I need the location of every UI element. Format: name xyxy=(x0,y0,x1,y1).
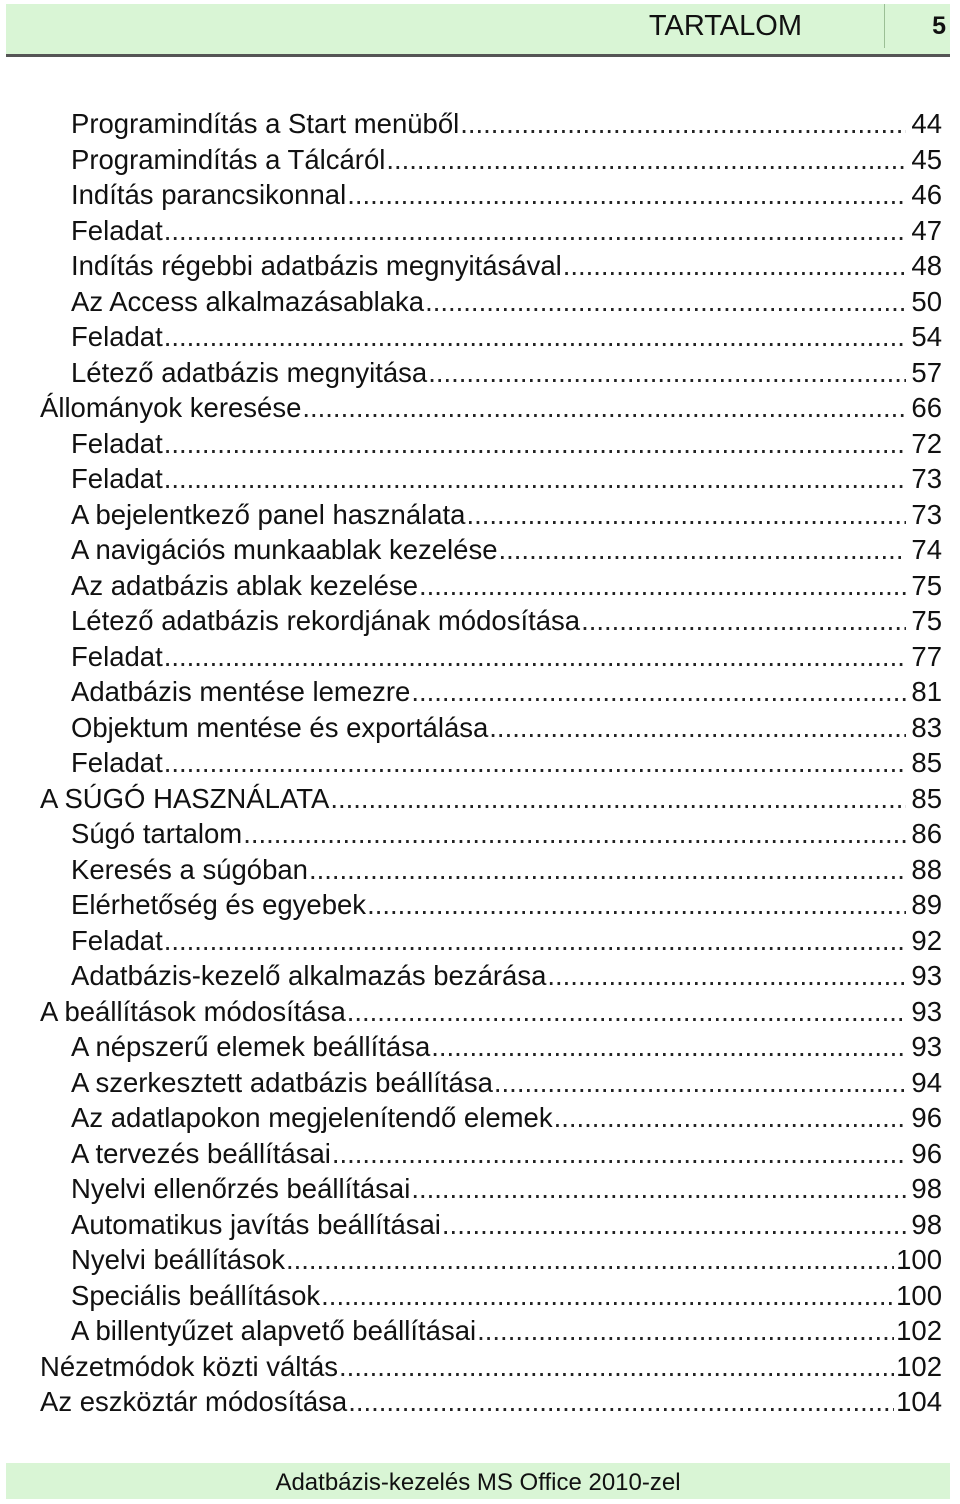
toc-entry-page: 89 xyxy=(911,889,942,920)
toc-entry-page: 73 xyxy=(911,498,942,530)
toc-dot-leader xyxy=(411,674,906,710)
toc-entry-page: 57 xyxy=(911,356,942,388)
toc-entry-page: 98 xyxy=(911,1173,942,1204)
toc-entry[interactable] xyxy=(40,781,942,817)
toc-dot-leader xyxy=(347,177,906,213)
toc-entry[interactable] xyxy=(71,603,942,639)
toc-entry-page: 85 xyxy=(911,782,942,814)
toc-entry-title: Nézetmódok közti váltás xyxy=(40,1350,339,1382)
toc-entry-page: 96 xyxy=(911,1137,942,1169)
toc-entry[interactable] xyxy=(40,1384,942,1420)
toc-dot-leader xyxy=(489,710,906,746)
toc-dot-leader xyxy=(367,887,906,923)
toc-entry-page: 50 xyxy=(911,285,942,317)
toc-entry[interactable] xyxy=(71,355,942,391)
toc-dot-leader xyxy=(386,142,906,178)
toc-entry-title: Feladat xyxy=(71,747,163,778)
toc-entry[interactable] xyxy=(71,213,942,249)
toc-dot-leader xyxy=(547,958,906,994)
toc-entry-title: A beállítások módosítása xyxy=(40,995,346,1027)
toc-dot-leader xyxy=(347,994,906,1030)
toc-entry[interactable] xyxy=(71,319,942,355)
toc-entry-page: 104 xyxy=(896,1386,942,1417)
toc-entry-title: A tervezés beállításai xyxy=(71,1137,331,1169)
toc-entry[interactable] xyxy=(40,1349,942,1385)
toc-entry-page: 75 xyxy=(911,569,942,601)
toc-entry-page: 93 xyxy=(911,995,942,1027)
header-rule xyxy=(6,54,950,57)
toc-entry-title: Feladat xyxy=(71,640,163,672)
toc-entry[interactable] xyxy=(71,710,942,746)
toc-entry-page: 44 xyxy=(911,108,942,139)
toc-dot-leader xyxy=(494,1065,906,1101)
table-of-contents xyxy=(0,106,960,1420)
toc-entry[interactable] xyxy=(71,1029,942,1065)
toc-entry-title: Nyelvi ellenőrzés beállításai xyxy=(71,1173,411,1204)
toc-dot-leader xyxy=(330,781,906,817)
toc-entry-page: 73 xyxy=(911,463,942,494)
toc-dot-leader xyxy=(321,1278,894,1314)
toc-entry-title: Adatbázis mentése lemezre xyxy=(71,676,411,707)
toc-entry-title: Állományok keresése xyxy=(40,392,302,423)
toc-entry-page: 75 xyxy=(911,605,942,636)
toc-entry[interactable] xyxy=(71,284,942,320)
toc-entry-page: 81 xyxy=(911,676,942,707)
toc-entry[interactable] xyxy=(71,568,942,604)
toc-entry-title: Feladat xyxy=(71,214,163,246)
toc-entry[interactable] xyxy=(71,426,942,462)
toc-entry-page: 66 xyxy=(911,392,942,423)
toc-entry-page: 86 xyxy=(911,818,942,849)
toc-entry[interactable] xyxy=(71,1242,942,1278)
toc-entry-page: 45 xyxy=(911,143,942,175)
toc-entry-title: A szerkesztett adatbázis beállítása xyxy=(71,1066,493,1098)
toc-entry-title: Az Access alkalmazásablaka xyxy=(71,285,425,317)
toc-entry[interactable] xyxy=(71,745,942,781)
toc-entry-title: Az eszköztár módosítása xyxy=(40,1386,348,1417)
toc-entry-title: Nyelvi beállítások xyxy=(71,1244,285,1275)
toc-entry-title: Keresés a súgóban xyxy=(71,853,308,885)
toc-dot-leader xyxy=(164,923,906,959)
toc-entry[interactable] xyxy=(71,816,942,852)
toc-entry[interactable] xyxy=(71,887,942,923)
toc-entry-title: Súgó tartalom xyxy=(71,818,243,849)
toc-dot-leader xyxy=(442,1207,906,1243)
toc-dot-leader xyxy=(425,284,906,320)
toc-entry-page: 93 xyxy=(911,1031,942,1062)
toc-entry-page: 88 xyxy=(911,853,942,885)
toc-entry-page: 46 xyxy=(911,179,942,210)
toc-entry-page: 98 xyxy=(911,1208,942,1240)
toc-dot-leader xyxy=(460,106,906,142)
toc-entry-page: 102 xyxy=(896,1315,942,1346)
toc-entry-title: A népszerű elemek beállítása xyxy=(71,1031,431,1062)
toc-entry[interactable] xyxy=(71,1100,942,1136)
toc-entry-page: 47 xyxy=(911,214,942,246)
toc-dot-leader xyxy=(164,426,906,462)
toc-entry[interactable] xyxy=(71,958,942,994)
toc-entry-title: Speciális beállítások xyxy=(71,1279,321,1311)
toc-dot-leader xyxy=(243,816,906,852)
toc-entry-title: Feladat xyxy=(71,321,163,352)
header-title: TARTALOM xyxy=(648,10,802,42)
toc-dot-leader xyxy=(302,390,906,426)
toc-entry-title: A bejelentkező panel használata xyxy=(71,498,466,530)
toc-entry-title: A SÚGÓ HASZNÁLATA xyxy=(40,782,330,814)
toc-entry[interactable] xyxy=(71,1171,942,1207)
toc-entry-page: 100 xyxy=(896,1244,942,1275)
toc-entry[interactable] xyxy=(71,674,942,710)
toc-dot-leader xyxy=(164,461,906,497)
toc-entry-title: Feladat xyxy=(71,463,163,494)
toc-entry-title: Feladat xyxy=(71,924,163,956)
toc-entry-title: Indítás régebbi adatbázis megnyitásával xyxy=(71,250,562,281)
toc-entry[interactable] xyxy=(71,1065,942,1101)
toc-entry[interactable] xyxy=(71,497,942,533)
toc-entry-page: 74 xyxy=(911,534,942,565)
toc-dot-leader xyxy=(309,852,906,888)
toc-entry[interactable] xyxy=(71,142,942,178)
toc-dot-leader xyxy=(339,1349,894,1385)
toc-entry-page: 48 xyxy=(911,250,942,281)
toc-entry-title: Adatbázis-kezelő alkalmazás bezárása xyxy=(71,960,547,991)
toc-entry-title: Létező adatbázis megnyitása xyxy=(71,356,428,388)
footer-text: Adatbázis-kezelés MS Office 2010-zel xyxy=(275,1469,681,1496)
toc-entry-title: Programindítás a Tálcáról xyxy=(71,143,386,175)
toc-entry-title: A billentyűzet alapvető beállításai xyxy=(71,1315,477,1346)
toc-entry-page: 96 xyxy=(911,1102,942,1133)
toc-entry[interactable] xyxy=(71,1278,942,1314)
toc-entry[interactable] xyxy=(71,1207,942,1243)
toc-entry-page: 77 xyxy=(911,640,942,672)
toc-entry-page: 92 xyxy=(911,924,942,956)
toc-entry[interactable] xyxy=(71,532,942,568)
toc-entry-title: Az adatbázis ablak kezelése xyxy=(71,569,419,601)
toc-dot-leader xyxy=(477,1313,894,1349)
toc-entry-page: 93 xyxy=(911,960,942,991)
toc-entry[interactable] xyxy=(71,852,942,888)
toc-entry-title: Az adatlapokon megjelenítendő elemek xyxy=(71,1102,553,1133)
toc-dot-leader xyxy=(428,355,906,391)
page-header xyxy=(6,4,950,54)
toc-entry-title: Automatikus javítás beállításai xyxy=(71,1208,441,1240)
toc-entry[interactable] xyxy=(40,390,942,426)
toc-dot-leader xyxy=(164,745,906,781)
toc-entry[interactable] xyxy=(71,461,942,497)
toc-entry[interactable] xyxy=(40,994,942,1030)
toc-dot-leader xyxy=(411,1171,906,1207)
toc-entry-page: 54 xyxy=(911,321,942,352)
toc-entry[interactable] xyxy=(71,177,942,213)
header-page-number: 5 xyxy=(932,12,946,40)
toc-dot-leader xyxy=(563,248,906,284)
toc-dot-leader xyxy=(581,603,906,639)
toc-entry-page: 85 xyxy=(911,747,942,778)
toc-dot-leader xyxy=(164,639,906,675)
toc-dot-leader xyxy=(466,497,906,533)
toc-dot-leader xyxy=(499,532,906,568)
header-separator xyxy=(884,4,885,48)
toc-dot-leader xyxy=(164,213,906,249)
toc-entry-page: 72 xyxy=(911,427,942,459)
toc-entry-title: Elérhetőség és egyebek xyxy=(71,889,367,920)
toc-entry[interactable] xyxy=(71,923,942,959)
toc-entry-title: Objektum mentése és exportálása xyxy=(71,711,489,743)
toc-dot-leader xyxy=(286,1242,894,1278)
toc-entry-title: Feladat xyxy=(71,427,163,459)
toc-entry[interactable] xyxy=(71,248,942,284)
toc-entry-page: 102 xyxy=(896,1350,942,1382)
toc-dot-leader xyxy=(554,1100,906,1136)
toc-entry[interactable] xyxy=(71,1313,942,1349)
toc-entry[interactable] xyxy=(71,639,942,675)
toc-entry-page: 100 xyxy=(896,1279,942,1311)
toc-dot-leader xyxy=(332,1136,906,1172)
toc-dot-leader xyxy=(348,1384,894,1420)
toc-dot-leader xyxy=(419,568,906,604)
toc-dot-leader xyxy=(431,1029,906,1065)
toc-entry[interactable] xyxy=(71,106,942,142)
toc-entry-title: Programindítás a Start menüből xyxy=(71,108,460,139)
toc-entry-page: 94 xyxy=(911,1066,942,1098)
toc-entry-title: A navigációs munkaablak kezelése xyxy=(71,534,498,565)
toc-entry-title: Indítás parancsikonnal xyxy=(71,179,347,210)
toc-dot-leader xyxy=(164,319,906,355)
toc-entry-title: Létező adatbázis rekordjának módosítása xyxy=(71,605,581,636)
page-footer xyxy=(6,1465,950,1499)
toc-entry-page: 83 xyxy=(911,711,942,743)
toc-entry[interactable] xyxy=(71,1136,942,1172)
